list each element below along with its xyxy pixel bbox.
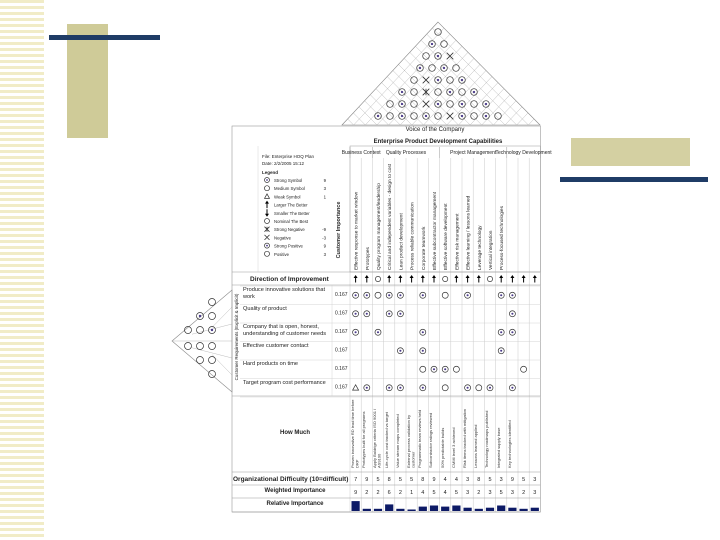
- requirements-side-label: Customer Requirements (Explicit & Implicit): [234, 293, 239, 381]
- how-much-cell: [485, 398, 494, 470]
- strong-positive-dot-icon: [355, 331, 357, 333]
- circle-icon: [442, 292, 448, 298]
- capability-item-label: Process reliable communication: [410, 202, 416, 270]
- triangle-icon: [353, 385, 359, 390]
- requirement-importance: 0.167: [335, 366, 348, 372]
- how-much-label: How Much: [280, 430, 310, 436]
- strong-positive-dot-icon: [355, 313, 357, 315]
- capability-items: [354, 163, 506, 270]
- x-icon: [423, 77, 430, 84]
- strong-positive-dot-icon: [401, 103, 403, 105]
- up-arrow-head-icon: [387, 275, 391, 278]
- how-much-cell: [452, 398, 461, 470]
- relative-importance-bar: [430, 506, 438, 512]
- circle-icon: [265, 251, 270, 256]
- requirement-text-box: [243, 343, 331, 360]
- strong-positive-dot-icon: [422, 331, 424, 333]
- strong-positive-dot-icon: [461, 115, 463, 117]
- weighted-value: 3: [510, 490, 514, 496]
- relative-importance-bar: [508, 508, 516, 511]
- strong-positive-dot-icon: [511, 313, 513, 315]
- how-much-cell: [373, 398, 382, 470]
- difficulty-value: 9: [432, 477, 436, 483]
- strong-positive-dot-icon: [422, 350, 424, 352]
- how-much-value: Apply Baldrige criteria ISO 9001 / AS9100: [372, 408, 382, 468]
- strong-positive-dot-icon: [266, 245, 268, 247]
- strong-positive-dot-icon: [467, 294, 469, 296]
- capability-group-label: Quality Processes: [385, 150, 427, 156]
- how-much-cell: [362, 398, 371, 470]
- circle-icon: [197, 327, 204, 334]
- strong-positive-dot-icon: [366, 313, 368, 315]
- strong-positive-dot-icon: [399, 350, 401, 352]
- strong-positive-dot-icon: [485, 115, 487, 117]
- strong-positive-dot-icon: [199, 315, 201, 317]
- difficulty-value: 8: [387, 477, 391, 483]
- capability-item-label: Effective learning / lessons learned: [466, 195, 472, 270]
- roof-gridline: [370, 95, 400, 125]
- strong-positive-dot-icon: [401, 91, 403, 93]
- strong-positive-dot-icon: [388, 313, 390, 315]
- how-much-value: Life-cycle cost tracked vs target: [383, 411, 389, 468]
- weighted-value: 5: [499, 490, 503, 496]
- legend: [262, 154, 327, 257]
- how-much-cell: [519, 398, 528, 470]
- strong-positive-dot-icon: [431, 43, 433, 45]
- how-much-value: Lessons learned applied: [473, 424, 479, 468]
- roof-gridline: [348, 119, 354, 125]
- legend-entry-value: 9: [323, 243, 326, 249]
- capability-item-label: Effective software development: [444, 203, 450, 270]
- difficulty-value: 8: [477, 477, 481, 483]
- requirement-text: Quality of product: [243, 305, 287, 312]
- capability-groups: [342, 147, 553, 158]
- circle-icon: [387, 101, 394, 108]
- how-much-cell: [508, 398, 517, 470]
- circle-icon: [185, 343, 192, 350]
- relative-label: Relative Importance: [266, 501, 324, 507]
- how-much-cell: [429, 398, 438, 470]
- weighted-value: 4: [443, 490, 447, 496]
- roof-gridline: [393, 70, 447, 125]
- circle-icon: [487, 276, 492, 281]
- weighted-value: 1: [410, 490, 414, 496]
- weighted-value: 5: [432, 490, 436, 496]
- circle-icon: [443, 276, 448, 281]
- strong-positive-dot-icon: [511, 294, 513, 296]
- circle-icon: [209, 357, 216, 364]
- requirement-text: Hard products on time: [243, 361, 299, 367]
- up-arrow-head-icon: [365, 275, 369, 278]
- capability-item-label: Corporate teamwork: [421, 226, 427, 270]
- weighted-value: 2: [522, 490, 526, 496]
- how-much-value: Proven innovative RD lead time before DRP: [350, 399, 360, 468]
- up-arrow-head-icon: [432, 275, 436, 278]
- legend-header-line-2: Date: 2/2/2005 15:12: [262, 161, 305, 166]
- legend-header-line-1: File: Enterprise HOQ Plan: [262, 154, 315, 159]
- legend-entry-label: Weak Symbol: [274, 194, 301, 200]
- strong-positive-dot-icon: [437, 103, 439, 105]
- legend-entry-label: Smaller The Better: [274, 210, 310, 216]
- double-x-icon: [265, 227, 270, 232]
- circle-icon: [435, 89, 442, 96]
- requirement-importance: 0.167: [335, 310, 348, 317]
- how-much-cell: [441, 398, 450, 470]
- down-arrow-head-icon: [265, 214, 269, 217]
- up-arrow-head-icon: [398, 275, 402, 278]
- difficulty-value: 8: [421, 477, 425, 483]
- how-much-value: External process validation by customer: [406, 414, 416, 468]
- left-correlation-grid: [172, 290, 232, 392]
- how-much-cell: [418, 398, 427, 470]
- requirement-text: Effective customer contact: [243, 342, 309, 349]
- strong-positive-dot-icon: [444, 368, 446, 370]
- requirement-text-box: [243, 380, 331, 397]
- how-much-value: Technology roadmaps published: [484, 410, 490, 468]
- capability-group-label: Project Management: [450, 150, 497, 156]
- how-much-cell: [474, 398, 483, 470]
- legend-entry-value: 3: [323, 186, 326, 192]
- strong-positive-dot-icon: [433, 368, 435, 370]
- requirement-text: Company that is open, honest, understanding of customer needs: [243, 324, 327, 337]
- direction-row: [354, 275, 537, 283]
- weighted-value: 3: [466, 490, 470, 496]
- strong-positive-dot-icon: [500, 350, 502, 352]
- circle-icon: [197, 343, 204, 350]
- strong-positive-dot-icon: [355, 294, 357, 296]
- triangle-icon: [265, 194, 270, 199]
- how-much-value: Subcontractor ratings reviewed: [428, 412, 434, 468]
- strong-positive-dot-icon: [461, 79, 463, 81]
- relative-importance-bar: [520, 509, 528, 511]
- up-arrow-head-icon: [410, 275, 414, 278]
- circle-icon: [471, 113, 478, 120]
- difficulty-value: 3: [499, 477, 503, 483]
- relative-importance-bar: [408, 510, 416, 512]
- strong-positive-dot-icon: [500, 294, 502, 296]
- circle-icon: [453, 65, 460, 72]
- requirement-text-box: [243, 306, 331, 323]
- strong-positive-dot-icon: [489, 387, 491, 389]
- requirement-importance: 0.167: [335, 347, 348, 354]
- strong-positive-dot-icon: [461, 103, 463, 105]
- up-arrow-head-icon: [454, 275, 458, 278]
- how-much-cell: [497, 398, 506, 470]
- up-arrow-head-icon: [499, 275, 503, 278]
- requirement-text-box: [243, 361, 331, 378]
- strong-positive-dot-icon: [388, 387, 390, 389]
- difficulty-value: 5: [398, 477, 402, 483]
- strong-positive-dot-icon: [485, 103, 487, 105]
- legend-entry-label: Negative: [274, 235, 291, 241]
- strong-positive-dot-icon: [399, 387, 401, 389]
- relative-importance-bar: [396, 509, 404, 511]
- roof-gridline: [427, 34, 517, 125]
- how-much-value: CMMI level 3 achieved: [450, 427, 456, 468]
- legend-entry-label: Strong Symbol: [274, 178, 303, 183]
- roof-outline: [342, 22, 540, 125]
- requirement-text-box: [243, 324, 331, 341]
- relative-row: [352, 501, 539, 511]
- circle-icon: [447, 77, 454, 84]
- strong-positive-dot-icon: [443, 67, 445, 69]
- strong-positive-dot-icon: [401, 115, 403, 117]
- roof-title: Voice of the Company: [405, 127, 465, 133]
- capability-item-label: Leverage technology: [477, 225, 483, 270]
- how-much-value: Programmatic team reviews held: [417, 409, 423, 468]
- up-arrow-head-icon: [477, 275, 481, 278]
- capability-item-label: Effective response to market window: [354, 191, 360, 270]
- relative-importance-bar: [385, 504, 393, 511]
- difficulty-value: 7: [354, 477, 358, 483]
- capability-group-label: Technology Development: [495, 150, 552, 156]
- legend-entry-label: Nominal The Best: [274, 219, 309, 224]
- weighted-value: 3: [488, 490, 492, 496]
- legend-entry-label: Medium Symbol: [274, 186, 305, 192]
- how-much-cell: [351, 398, 360, 470]
- difficulty-value: 5: [488, 477, 492, 483]
- circle-icon: [265, 186, 270, 191]
- how-much-cell: [396, 398, 405, 470]
- strong-positive-dot-icon: [449, 91, 451, 93]
- up-arrow-head-icon: [421, 275, 425, 278]
- circle-icon: [375, 292, 381, 298]
- circle-icon: [441, 41, 448, 48]
- relative-importance-bar: [497, 506, 505, 512]
- circle-icon: [209, 313, 216, 320]
- circle-icon: [265, 219, 270, 224]
- capability-item-label: Vertical integration: [489, 230, 494, 270]
- difficulty-value: 4: [443, 477, 447, 483]
- how-much-value: Integrated supply base: [495, 427, 501, 468]
- direction-label: Direction of Improvement: [250, 276, 329, 283]
- legend-entry-label: Larger The Better: [274, 202, 308, 208]
- strong-positive-dot-icon: [388, 294, 390, 296]
- requirement-text: Produce innovative solutions that work: [243, 287, 326, 300]
- x-icon: [447, 53, 454, 60]
- capability-item-label: Prototypes: [365, 247, 371, 270]
- circle-icon: [447, 101, 454, 108]
- weighted-value: 2: [365, 490, 369, 496]
- up-arrow-head-icon: [265, 201, 269, 204]
- legend-entry-value: 9: [323, 178, 326, 183]
- capability-item-label: Effective risk management: [455, 213, 461, 270]
- difficulty-value: 5: [522, 477, 526, 483]
- difficulty-value: 5: [410, 477, 414, 483]
- up-arrow-head-icon: [533, 275, 537, 278]
- relative-importance-bar: [475, 509, 483, 511]
- legend-title: Legend: [262, 170, 279, 175]
- capabilities-title: Enterprise Product Development Capabilities: [373, 139, 503, 145]
- relative-importance-bar: [363, 509, 371, 511]
- strong-positive-dot-icon: [377, 331, 379, 333]
- strong-positive-dot-icon: [366, 387, 368, 389]
- circle-icon: [411, 101, 418, 108]
- roof-gridline: [421, 40, 505, 125]
- strong-positive-dot-icon: [467, 387, 469, 389]
- how-much-cell: [407, 398, 416, 470]
- circle-icon: [471, 101, 478, 108]
- circle-icon: [209, 371, 216, 378]
- weighted-value: 6: [387, 490, 391, 496]
- how-much-value: Key technologies identified: [506, 420, 512, 468]
- difficulty-value: 3: [533, 477, 537, 483]
- relative-importance-bar: [352, 501, 360, 511]
- legend-entry-value: 1: [323, 194, 326, 200]
- requirement-importance: 0.167: [335, 384, 348, 391]
- relative-importance-bar: [486, 508, 494, 511]
- customer-importance-label: Customer Importance: [336, 201, 342, 259]
- circle-icon: [411, 113, 418, 120]
- capability-item-label: Critical and independent variables - design to cost: [388, 163, 394, 270]
- weighted-value: 9: [354, 490, 358, 496]
- up-arrow-head-icon: [522, 275, 526, 278]
- weighted-row: [354, 490, 536, 496]
- circle-icon: [209, 343, 216, 350]
- capability-group-label: Business Context: [341, 150, 381, 156]
- strong-positive-dot-icon: [419, 67, 421, 69]
- strong-positive-dot-icon: [422, 294, 424, 296]
- relative-importance-bar: [531, 508, 539, 511]
- difficulty-row: [354, 477, 536, 483]
- strong-positive-dot-icon: [399, 313, 401, 315]
- weighted-value: 2: [398, 490, 402, 496]
- requirement-text: Target program cost performance: [243, 379, 326, 386]
- relative-importance-bar: [452, 506, 460, 512]
- roof-correlation-grid: [342, 22, 540, 125]
- strong-positive-dot-icon: [425, 115, 427, 117]
- requirement-text-box: [243, 287, 331, 304]
- circle-icon: [495, 113, 502, 120]
- up-arrow-head-icon: [510, 275, 514, 278]
- circle-icon: [423, 53, 430, 60]
- legend-entry-value: -3: [322, 235, 326, 241]
- capability-item-label: Effective subcontractor management: [433, 191, 438, 270]
- relative-importance-bar: [464, 508, 472, 511]
- how-much-value: Risk items tracked with mitigation: [462, 408, 467, 468]
- how-much-value: Prototypes built for all programs: [361, 411, 367, 468]
- how-much-cell: [385, 398, 394, 470]
- legend-entry-label: Positive: [274, 251, 290, 257]
- weighted-value: 2: [376, 490, 380, 496]
- difficulty-value: 9: [365, 477, 369, 483]
- strong-positive-dot-icon: [377, 115, 379, 117]
- up-arrow-head-icon: [354, 275, 358, 278]
- weighted-label: Weighted Importance: [264, 488, 326, 494]
- circle-icon: [459, 89, 466, 96]
- strong-positive-dot-icon: [511, 331, 513, 333]
- strong-positive-dot-icon: [473, 91, 475, 93]
- difficulty-label: Organizational Difficulty (10=difficult): [233, 476, 349, 483]
- x-icon: [447, 113, 454, 120]
- relative-importance-bar: [441, 507, 449, 511]
- circle-icon: [209, 299, 216, 306]
- how-much-cell: [463, 398, 472, 470]
- capability-item-label: Process-focused technologies: [500, 206, 506, 270]
- requirement-importance: 0.167: [335, 329, 348, 335]
- strong-positive-dot-icon: [399, 294, 401, 296]
- circle-icon: [387, 113, 394, 120]
- roof-gridline: [435, 70, 486, 125]
- strong-positive-dot-icon: [366, 294, 368, 296]
- how-much-row: [351, 398, 539, 470]
- capability-item-label: Lean product development: [399, 213, 405, 270]
- strong-positive-dot-icon: [422, 387, 424, 389]
- weighted-value: 4: [421, 490, 425, 496]
- circle-icon: [521, 366, 527, 372]
- strong-positive-dot-icon: [511, 387, 513, 389]
- difficulty-value: 9: [510, 477, 514, 483]
- strong-positive-dot-icon: [437, 55, 439, 57]
- weighted-value: 2: [477, 490, 481, 496]
- double-x-icon: [423, 89, 430, 96]
- x-icon: [265, 235, 270, 240]
- difficulty-value: 3: [466, 477, 470, 483]
- weighted-value: 3: [533, 490, 537, 496]
- difficulty-value: 5: [376, 477, 380, 483]
- circle-icon: [442, 385, 448, 391]
- relative-importance-bar: [419, 507, 427, 511]
- circle-icon: [420, 366, 426, 372]
- weighted-value: 5: [454, 490, 458, 496]
- strong-positive-dot-icon: [437, 79, 439, 81]
- roof-gridline: [482, 95, 510, 125]
- circle-icon: [476, 385, 482, 391]
- strong-positive-dot-icon: [500, 331, 502, 333]
- legend-entry-label: Strong Negative: [274, 227, 305, 233]
- requirement-importance: 0.167: [335, 292, 348, 298]
- legend-entry-label: Strong Positive: [274, 243, 303, 249]
- legend-entry-value: 3: [323, 251, 326, 257]
- difficulty-value: 4: [454, 477, 458, 483]
- capability-item-label: Quality program management/leadership: [377, 183, 382, 270]
- how-much-value: Value stream maps completed: [394, 414, 400, 468]
- how-much-value: 50% predictable builds: [439, 427, 445, 468]
- circle-icon: [197, 357, 204, 364]
- circle-icon: [453, 366, 459, 372]
- roof-gridline: [389, 46, 462, 125]
- roof-gridline: [528, 119, 534, 125]
- x-icon: [423, 101, 430, 108]
- legend-entry-value: -9: [322, 227, 326, 233]
- strong-positive-dot-icon: [211, 329, 213, 331]
- up-arrow-head-icon: [466, 275, 470, 278]
- how-much-cell: [530, 398, 539, 470]
- strong-positive-dot-icon: [266, 179, 268, 181]
- relative-importance-bar: [374, 509, 382, 511]
- circle-icon: [375, 276, 380, 281]
